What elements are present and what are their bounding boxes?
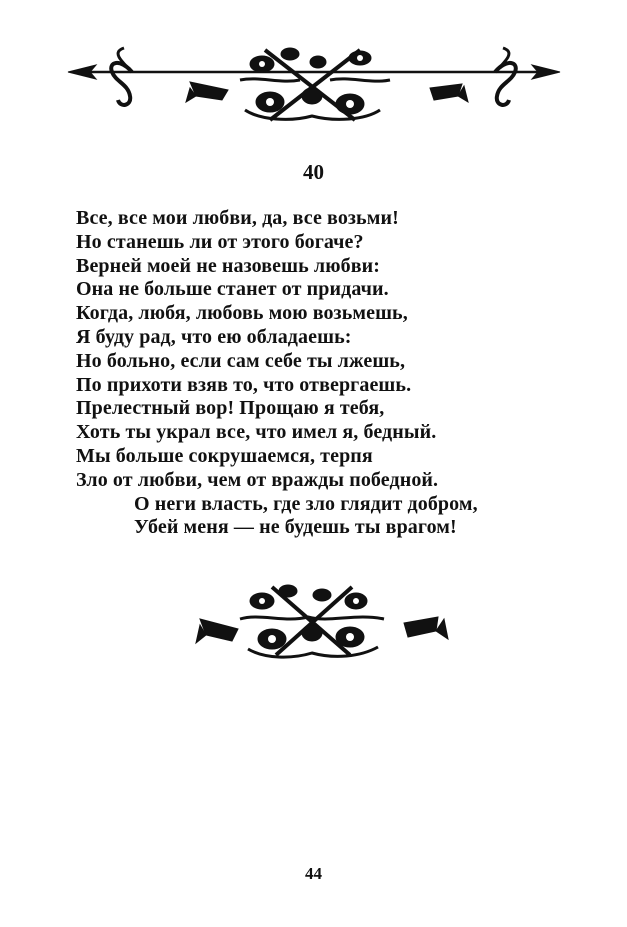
poem-body xyxy=(76,207,596,540)
sonnet-number: 40 xyxy=(303,160,324,184)
floral-vignette-icon xyxy=(0,575,627,665)
poem-line: Когда, любя, любовь мою возьмешь, xyxy=(76,302,408,325)
poem-couplet-line: Убей меня — не будешь ты врагом! xyxy=(134,516,457,539)
poem-line: Но больно, если сам себе ты лжешь, xyxy=(76,349,406,372)
poem-line: Все, все мои любви, да, все возьми! xyxy=(76,207,399,229)
poem-line: Она не больше станет от придачи. xyxy=(76,278,389,301)
page-number: 44 xyxy=(305,864,322,883)
poem-line: Мы больше сокрушаемся, терпя xyxy=(76,444,373,467)
poem-line: Верней моей не назовешь любви: xyxy=(76,254,380,277)
poem-couplet-line: О неги власть, где зло глядит добром, xyxy=(134,492,478,515)
poem-line: Прелестный вор! Прощаю я тебя, xyxy=(76,397,385,420)
poem-line: Я буду рад, что ею обладаешь: xyxy=(76,325,352,348)
poem-line: Но станешь ли от этого богаче? xyxy=(76,230,364,253)
poem-line: По прихоти взяв то, что отвергаешь. xyxy=(76,373,412,396)
floral-vignette-with-arrows-icon xyxy=(0,40,627,130)
poem-line: Хоть ты украл все, что имел я, бедный. xyxy=(76,421,437,444)
poem-line: Зло от любви, чем от вражды победной. xyxy=(76,468,439,491)
